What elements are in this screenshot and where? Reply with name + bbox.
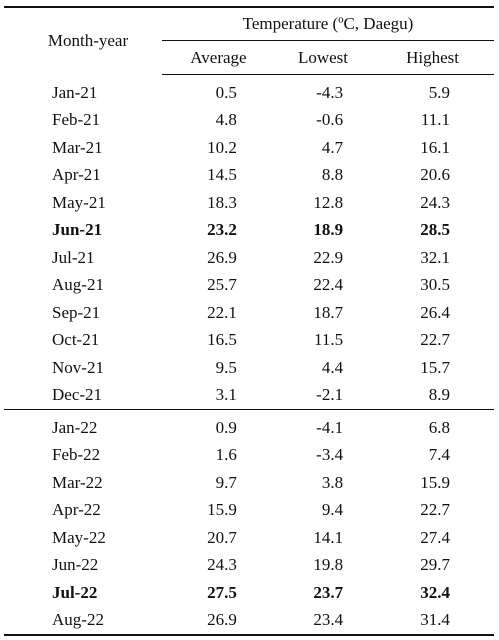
cell-month: Apr-22: [52, 500, 101, 520]
cell-lowest: 23.4: [275, 607, 371, 636]
table-row: [4, 497, 494, 525]
cell-highest: 16.1: [420, 137, 450, 157]
cell-lowest: 4.7: [321, 137, 344, 157]
cell-month: Feb-22: [52, 445, 101, 465]
cell-lowest: -3.4: [316, 445, 344, 465]
cell-average: 0.5: [215, 82, 237, 102]
header-highest: Highest: [371, 41, 494, 75]
cell-average: 3.1: [162, 382, 275, 410]
cell-lowest: -0.6: [316, 110, 344, 130]
cell-average: 4.8: [215, 110, 237, 130]
table-row: [4, 579, 494, 607]
cell-lowest: 23.7: [313, 582, 344, 602]
cell-highest: 32.4: [420, 582, 450, 602]
cell-lowest: 14.1: [313, 527, 344, 547]
cell-highest: 24.3: [420, 192, 450, 212]
cell-average: 10.2: [207, 137, 237, 157]
cell-month: May-21: [52, 192, 106, 212]
cell-month: Mar-21: [52, 137, 103, 157]
table-row: [4, 382, 494, 410]
cell-month: Dec-21: [4, 382, 162, 410]
cell-lowest: 11.5: [313, 330, 344, 350]
cell-average: 20.7: [207, 527, 237, 547]
cell-highest: 26.4: [420, 302, 450, 322]
table-row: [4, 189, 494, 217]
cell-lowest: 19.8: [313, 555, 344, 575]
cell-average: 26.9: [162, 607, 275, 636]
cell-month: Jan-21: [52, 82, 98, 102]
cell-highest: 20.6: [420, 165, 450, 185]
table-header: [4, 7, 494, 75]
table-row: [4, 410, 494, 442]
cell-average: 23.2: [207, 220, 237, 240]
cell-average: 14.5: [207, 165, 237, 185]
cell-lowest: 8.8: [321, 165, 344, 185]
cell-month: Aug-22: [4, 607, 162, 636]
cell-lowest: 18.9: [313, 220, 344, 240]
cell-highest: 8.9: [371, 382, 494, 410]
cell-lowest: 9.4: [321, 500, 344, 520]
cell-month: Jun-22: [52, 555, 99, 575]
temperature-table: [4, 6, 494, 636]
table-row: [4, 244, 494, 272]
header-average: Average: [162, 41, 275, 75]
cell-highest: 29.7: [420, 555, 450, 575]
cell-month: Sep-21: [52, 302, 101, 322]
table-row: [4, 299, 494, 327]
cell-lowest: 3.8: [321, 472, 344, 492]
table-row: [4, 75, 494, 107]
cell-highest: 31.4: [371, 607, 494, 636]
table-row: [4, 442, 494, 470]
cell-month: Jul-22: [52, 582, 98, 602]
cell-lowest: -4.1: [316, 417, 344, 437]
cell-month: Apr-21: [52, 165, 101, 185]
table-row: [4, 272, 494, 300]
temperature-table-container: [4, 6, 494, 636]
cell-highest: 11.1: [420, 110, 450, 130]
table-row: [4, 607, 494, 636]
cell-month: Jun-21: [52, 220, 103, 240]
header-row-top: [4, 7, 494, 41]
table-row: [4, 354, 494, 382]
cell-lowest: 18.7: [313, 302, 344, 322]
cell-month: Mar-22: [52, 472, 103, 492]
cell-lowest: -4.3: [316, 82, 344, 102]
cell-average: 9.7: [215, 472, 237, 492]
header-temperature-group: Temperature (ºC, Daegu): [162, 7, 494, 41]
cell-lowest: 4.4: [321, 357, 344, 377]
cell-month: Aug-21: [52, 275, 104, 295]
cell-highest: 22.7: [420, 330, 450, 350]
cell-lowest: -2.1: [275, 382, 371, 410]
cell-highest: 32.1: [420, 247, 450, 267]
cell-average: 15.9: [207, 500, 237, 520]
cell-lowest: 22.4: [313, 275, 344, 295]
cell-average: 9.5: [215, 357, 237, 377]
cell-highest: 28.5: [420, 220, 450, 240]
cell-month: Oct-21: [52, 330, 100, 350]
cell-lowest: 12.8: [313, 192, 344, 212]
cell-average: 22.1: [207, 302, 237, 322]
cell-highest: 27.4: [420, 527, 450, 547]
cell-highest: 22.7: [420, 500, 450, 520]
cell-highest: 30.5: [420, 275, 450, 295]
cell-average: 16.5: [207, 330, 237, 350]
header-lowest: Lowest: [275, 41, 371, 75]
cell-average: 1.6: [215, 445, 237, 465]
header-month-year: Month-year: [47, 31, 129, 51]
cell-month: Feb-21: [52, 110, 101, 130]
cell-average: 26.9: [207, 247, 237, 267]
table-row: [4, 134, 494, 162]
cell-average: 18.3: [207, 192, 237, 212]
table-row: [4, 469, 494, 497]
table-row: [4, 327, 494, 355]
cell-average: 25.7: [207, 275, 237, 295]
cell-highest: 15.9: [420, 472, 450, 492]
table-row: [4, 552, 494, 580]
table-row: [4, 524, 494, 552]
cell-highest: 5.9: [428, 82, 450, 102]
table-row: [4, 162, 494, 190]
cell-average: 0.9: [215, 417, 237, 437]
cell-highest: 7.4: [428, 445, 450, 465]
cell-average: 24.3: [207, 555, 237, 575]
cell-highest: 15.7: [420, 357, 450, 377]
table-row: [4, 217, 494, 245]
table-row: [4, 107, 494, 135]
cell-lowest: 22.9: [313, 247, 344, 267]
cell-average: 27.5: [207, 582, 237, 602]
cell-month: Jul-21: [52, 247, 95, 267]
cell-month: Nov-21: [52, 357, 104, 377]
table-body: [4, 75, 494, 636]
cell-month: Jan-22: [52, 417, 98, 437]
cell-highest: 6.8: [428, 417, 450, 437]
cell-month: May-22: [52, 527, 106, 547]
